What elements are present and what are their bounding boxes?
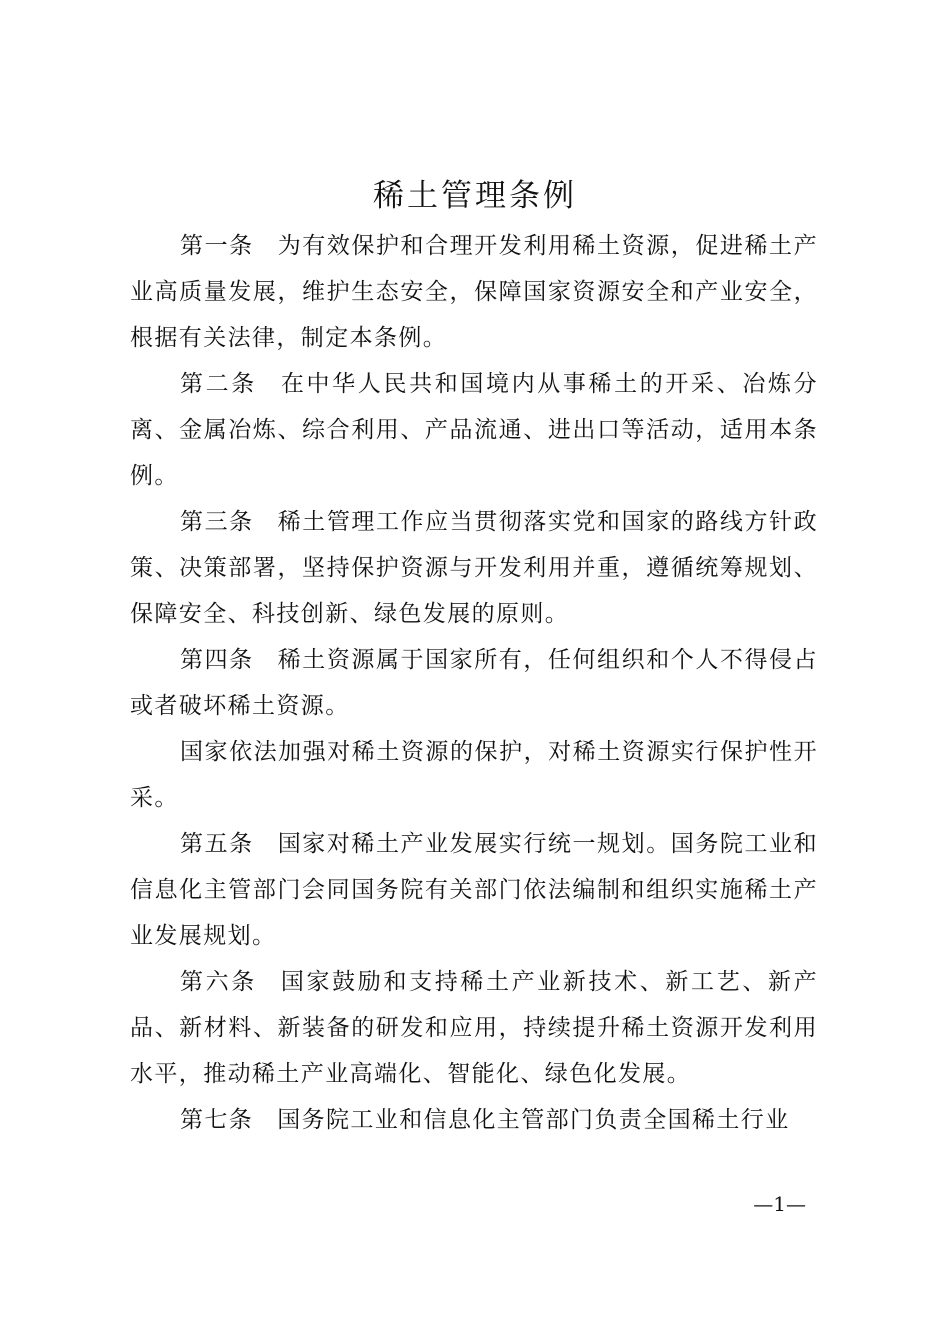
article-paragraph — [130, 1097, 818, 1143]
article-text: 国家鼓励和支持稀土产业新技术、新工艺、新产品、新材料、新装备的研发和应用，持续提升稀土资源开发利用水平，推动稀土产业高端化、智能化、绿色化发展。 — [130, 969, 818, 1087]
article-paragraph — [130, 821, 818, 959]
article-label: 第二条 — [180, 371, 257, 397]
article-text: 国家依法加强对稀土资源的保护，对稀土资源实行保护性开采。 — [130, 739, 818, 811]
article-label: 第四条 — [180, 647, 254, 673]
article-label: 第三条 — [180, 509, 254, 535]
article-paragraph — [130, 729, 818, 821]
article-text: 为有效保护和合理开发利用稀土资源，促进稀土产业高质量发展，维护生态安全，保障国家资源安全和产业安全，根据有关法律，制定本条例。 — [130, 233, 818, 351]
article-text: 稀土管理工作应当贯彻落实党和国家的路线方针政策、决策部署，坚持保护资源与开发利用并重，遵循统筹规划、保障安全、科技创新、绿色发展的原则。 — [130, 509, 818, 627]
article-label: 第六条 — [180, 969, 257, 995]
article-label: 第一条 — [180, 233, 254, 259]
article-label: 第七条 — [180, 1107, 254, 1133]
document-body — [130, 223, 818, 1143]
article-text: 国家对稀土产业发展实行统一规划。国务院工业和信息化主管部门会同国务院有关部门依法编制和组织实施稀土产业发展规划。 — [130, 831, 818, 949]
article-paragraph — [130, 499, 818, 637]
article-text: 稀土资源属于国家所有，任何组织和个人不得侵占或者破坏稀土资源。 — [130, 647, 818, 719]
document-title: 稀土管理条例 — [373, 178, 577, 214]
page-number: —1— — [753, 1192, 806, 1216]
article-paragraph — [130, 223, 818, 361]
article-paragraph — [130, 959, 818, 1097]
article-text: 国务院工业和信息化主管部门负责全国稀土行业 — [277, 1107, 790, 1133]
article-paragraph — [130, 637, 818, 729]
article-label: 第五条 — [180, 831, 254, 857]
article-text: 在中华人民共和国境内从事稀土的开采、冶炼分离、金属冶炼、综合利用、产品流通、进出口等活动，适用本条例。 — [130, 371, 818, 489]
article-paragraph — [130, 361, 818, 499]
